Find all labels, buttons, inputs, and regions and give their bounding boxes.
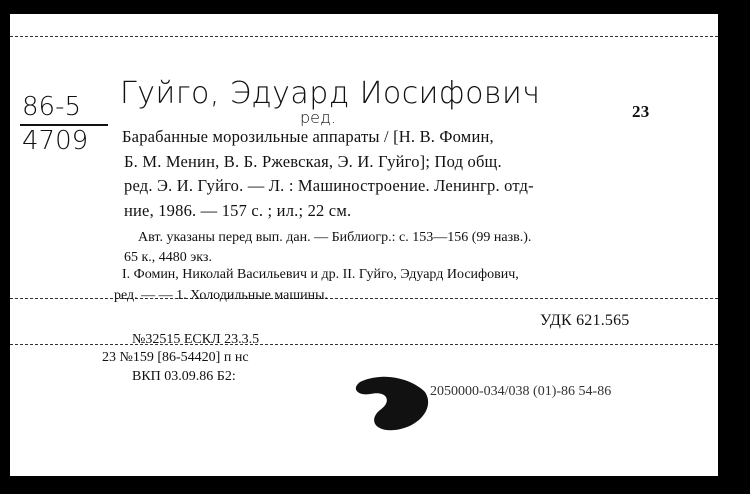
tracing-line: I. Фомин, Николай Васильевич и др. II. Гуйго, Эдуард Иосифович,: [122, 267, 519, 282]
description-line: Б. М. Менин, В. Б. Ржевская, Э. И. Гуйго]; Под общ.: [124, 152, 502, 171]
editor-mark: ред.: [300, 108, 336, 127]
note-line: Авт. указаны перед вып. дан. — Библиогр.: с. 153—156 (99 назв.).: [138, 230, 532, 245]
registration-code: 23 №159 [86-54420] п нс: [102, 350, 249, 365]
card-number: 23: [632, 102, 650, 121]
note-line: 65 к., 4480 экз.: [124, 250, 212, 265]
card-rule: [10, 344, 718, 345]
call-number-top: 86-5: [22, 92, 82, 122]
author-heading: Гуйго, Эдуард Иосифович: [120, 76, 541, 111]
tracing-line: ред. — — 1. Холодильные машины.: [114, 288, 329, 303]
registration-code: ВКП 03.09.86 Б2:: [132, 369, 236, 384]
registration-code: №32515 ЕСКЛ 23.3.5: [132, 332, 260, 347]
udk-code: УДК 621.565: [540, 312, 630, 329]
series-code: 2050000-034/038 (01)-86 54-86: [430, 384, 612, 399]
call-number-bottom: 4709: [22, 126, 89, 156]
card-rule: [10, 36, 718, 37]
description-line: ред. Э. И. Гуйго. — Л. : Машиностроение. Ленингр. отд-: [124, 176, 534, 195]
title-line: Барабанные морозильные аппараты / [Н. В. Фомин,: [122, 127, 494, 146]
catalog-card: [10, 14, 718, 476]
ink-blot: [340, 372, 440, 432]
description-line: ние, 1986. — 157 с. ; ил.; 22 см.: [124, 201, 352, 220]
